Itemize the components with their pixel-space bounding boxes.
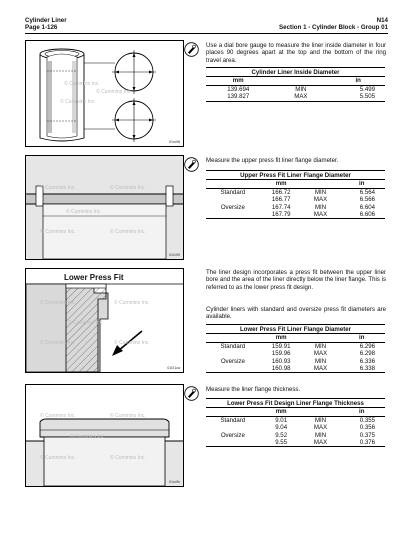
figure-id: 01m9h xyxy=(169,480,180,484)
watermark: © Cummins Inc. xyxy=(64,81,100,87)
watermark: © Cummins Inc. xyxy=(40,229,76,235)
measure-tool-icon xyxy=(184,42,199,57)
value-limit: MAX xyxy=(313,424,328,432)
col-header-mm: mm xyxy=(260,408,303,416)
value-in: 0.376 xyxy=(338,439,385,447)
spec-table-liner-inside-diameter xyxy=(206,67,385,102)
row-label: Standard xyxy=(220,188,246,196)
section-title: Section 1 - Cylinder Block - Group 01 xyxy=(279,24,388,32)
value-in: 0.375 xyxy=(359,431,375,439)
table-row xyxy=(206,358,385,365)
row-label xyxy=(206,211,260,219)
value-in: 6.604 xyxy=(359,203,375,211)
value-limit: MIN xyxy=(314,188,327,196)
figure-id: 01t21ca xyxy=(167,366,180,370)
table-row xyxy=(206,432,385,439)
watermark: © Cummins Inc. xyxy=(110,185,146,191)
measure-tool-icon xyxy=(184,386,199,401)
table-title: Lower Press Fit Liner Flange Diameter xyxy=(206,325,385,334)
header-rule xyxy=(25,33,388,34)
row-label xyxy=(206,424,260,431)
col-header-label xyxy=(206,334,260,342)
page-header-right xyxy=(279,17,388,32)
value-in: 0.356 xyxy=(359,424,375,432)
value-limit: MAX xyxy=(303,211,339,219)
description-text: The liner design incorporates a press fit between the upper liner bore and the area of the liner directly below the liner flange. This is referred to as the lower press fit design. xyxy=(206,269,386,291)
value-in: 6.336 xyxy=(359,357,375,365)
value-limit: MAX xyxy=(313,196,328,204)
row-label: Oversize xyxy=(220,357,245,365)
value-limit: MAX xyxy=(303,365,339,373)
watermark: © Cummins Inc. xyxy=(114,340,150,346)
value-in: 6.298 xyxy=(359,350,375,358)
value-in: 0.355 xyxy=(359,416,375,424)
figure-lower-press-fit xyxy=(25,268,184,373)
value-mm: 160.98 xyxy=(260,365,303,373)
figure-flange-thickness xyxy=(25,384,184,487)
value-mm: 9.04 xyxy=(275,424,288,432)
watermark: © Cummins Inc. xyxy=(110,413,146,419)
table-row xyxy=(206,439,385,447)
row-label xyxy=(206,350,260,357)
value-mm: 9.55 xyxy=(260,439,303,447)
watermark: © Cummins Inc. xyxy=(40,455,76,461)
value-mm: 166.72 xyxy=(271,188,291,196)
value-mm: 139.694 xyxy=(227,85,250,93)
row-label: Standard xyxy=(220,342,246,350)
value-mm: 166.77 xyxy=(271,196,291,204)
spec-table-flange-thickness xyxy=(206,398,385,447)
value-mm: 160.93 xyxy=(271,357,291,365)
col-header-in: in xyxy=(338,180,385,188)
row-label: Oversize xyxy=(220,203,245,211)
watermark: © Cummins Inc. xyxy=(66,209,102,215)
col-header-limit xyxy=(303,334,339,342)
value-mm: 167.74 xyxy=(271,203,291,211)
table-row xyxy=(206,211,385,219)
watermark: © Cummins Inc. xyxy=(110,455,146,461)
figure-upper-flange-diameter xyxy=(25,155,184,260)
instruction-text: Measure the liner flange thickness. xyxy=(206,386,301,393)
value-limit: MAX xyxy=(303,439,339,447)
instruction-text: Use a dial bore gauge to measure the liner inside diameter in four places 90 degrees apart at the top and the bottom of the ring travel area. xyxy=(206,42,386,64)
col-header-limit xyxy=(270,77,331,85)
col-header-limit xyxy=(303,408,339,416)
col-header-mm: mm xyxy=(260,180,303,188)
value-mm: 167.79 xyxy=(260,211,303,219)
value-in: 6.606 xyxy=(338,211,385,219)
value-mm: 9.01 xyxy=(275,416,288,424)
col-header-label xyxy=(206,408,260,416)
value-limit: MIN xyxy=(314,203,327,211)
value-limit: MAX xyxy=(270,93,331,101)
description-text: Cylinder liners with standard and oversize press fit diameters are available. xyxy=(206,306,386,321)
watermark: © Cummins Inc. xyxy=(68,320,104,326)
value-in: 6.564 xyxy=(359,188,375,196)
value-in: 6.296 xyxy=(359,342,375,350)
value-limit: MIN xyxy=(314,431,327,439)
value-mm: 159.91 xyxy=(271,342,291,350)
col-header-in: in xyxy=(331,77,385,85)
document-title: Cylinder Liner xyxy=(25,17,67,24)
row-label xyxy=(206,196,260,203)
page-number: Page 1-126 xyxy=(25,24,58,32)
table-row xyxy=(206,350,385,357)
col-header-mm: mm xyxy=(206,77,270,85)
measure-tool-icon xyxy=(184,157,199,172)
spec-table-lower-flange-diameter xyxy=(206,324,385,373)
watermark: © Cummins Inc. xyxy=(40,300,76,306)
table-row xyxy=(206,416,385,424)
value-mm: 9.52 xyxy=(275,431,288,439)
value-limit: MIN xyxy=(314,342,327,350)
col-header-label xyxy=(206,180,260,188)
watermark: © Cummins Inc. xyxy=(40,340,76,346)
value-limit: MIN xyxy=(314,416,327,424)
row-label xyxy=(206,365,260,373)
watermark: © Cummins Inc. xyxy=(70,434,106,440)
figure-id: 01t199 xyxy=(169,253,180,257)
page-header-left xyxy=(25,17,67,32)
value-limit: MIN xyxy=(295,85,307,93)
figure-id: 01m98 xyxy=(169,140,180,144)
col-header-in: in xyxy=(338,334,385,342)
table-row xyxy=(206,365,385,373)
table-row xyxy=(206,85,385,93)
watermark: © Cummins Inc. xyxy=(60,99,96,105)
table-row xyxy=(206,342,385,350)
table-row xyxy=(206,93,385,101)
value-in: 6.338 xyxy=(338,365,385,373)
value-mm: 139.827 xyxy=(206,93,270,101)
spec-table-upper-flange-diameter xyxy=(206,170,385,219)
col-header-mm: mm xyxy=(260,334,303,342)
table-title: Cylinder Liner Inside Diameter xyxy=(206,68,385,77)
row-label xyxy=(206,439,260,447)
instruction-text: Measure the upper press fit liner flange diameter. xyxy=(206,157,339,164)
value-in: 5.505 xyxy=(331,93,385,101)
value-in: 5.499 xyxy=(359,85,375,93)
value-limit: MIN xyxy=(314,357,327,365)
value-mm: 159.96 xyxy=(271,350,291,358)
table-row xyxy=(206,204,385,211)
watermark: © Cummins Inc. xyxy=(110,229,146,235)
table-title: Lower Press Fit Design Liner Flange Thickness xyxy=(206,399,385,408)
table-row xyxy=(206,188,385,196)
row-label: Oversize xyxy=(220,431,245,439)
figure-title: Lower Press Fit xyxy=(64,273,124,282)
table-title: Upper Press Fit Liner Flange Diameter xyxy=(206,171,385,180)
table-row xyxy=(206,196,385,203)
engine-code: N14 xyxy=(376,17,388,24)
watermark: © Cummins Inc. xyxy=(114,300,150,306)
table-row xyxy=(206,424,385,431)
watermark: © Cummins Inc. xyxy=(96,89,132,95)
figure-liner-bore-gauge xyxy=(25,40,184,147)
value-in: 6.566 xyxy=(359,196,375,204)
col-header-limit xyxy=(303,180,339,188)
value-limit: MAX xyxy=(313,350,328,358)
row-label: Standard xyxy=(220,416,246,424)
watermark: © Cummins Inc. xyxy=(40,185,76,191)
col-header-in: in xyxy=(338,408,385,416)
watermark: © Cummins Inc. xyxy=(40,413,76,419)
